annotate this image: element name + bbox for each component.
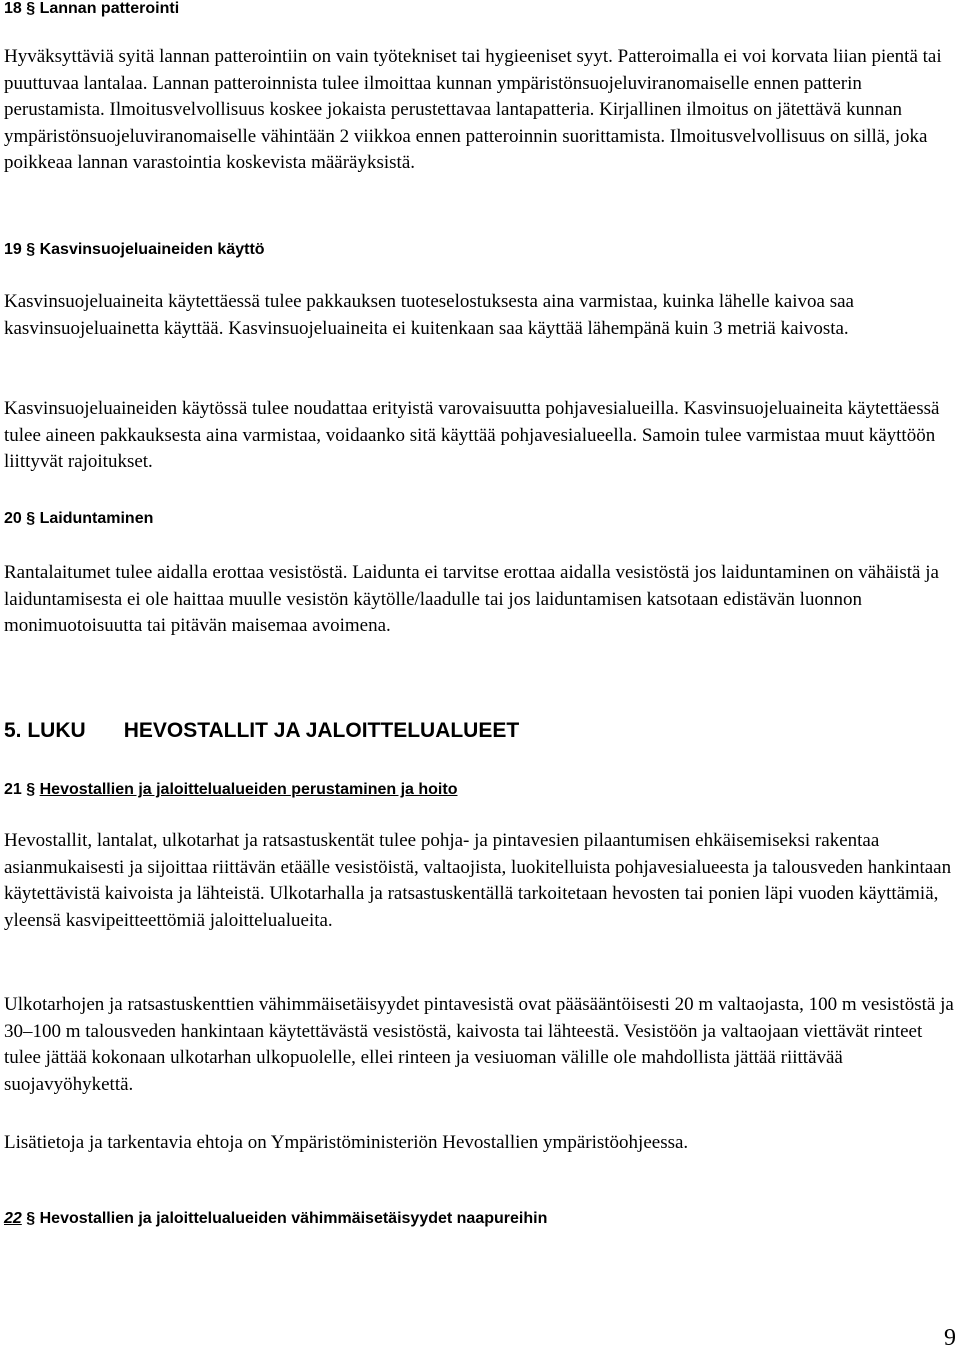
section-19-heading: 19 § Kasvinsuojeluaineiden käyttö xyxy=(4,241,265,258)
section-22-number: 22 xyxy=(4,1210,22,1227)
section-21-number: 21 xyxy=(4,781,22,798)
page-number: 9 xyxy=(944,1325,956,1351)
section-19-paragraph-1: Kasvinsuojeluaineita käytettäessä tulee pakkauksen tuoteselostuksesta aina varmistaa, kuinka lähelle kaivoa saa kasvinsuojeluainetta käyttää. Kasvinsuojeluaineita ei kuitenkaan saa käyttää lähempänä kuin 3 metriä kaivosta. xyxy=(4,291,854,339)
section-22-heading xyxy=(4,1210,547,1228)
section-20-heading: 20 § Laiduntaminen xyxy=(4,510,154,527)
section-21-title: Hevostallien ja jaloittelualueiden perustaminen ja hoito xyxy=(39,781,458,798)
section-21-sign: § xyxy=(26,781,36,798)
section-21-paragraph-2: Ulkotarhojen ja ratsastuskenttien vähimmäisetäisyydet pintavesistä ovat pääsääntöisesti 20 m valtaojasta, 100 m vesistöstä ja 30–100 m talousveden hankintaan käytettävästä vesistöstä, kaivosta tai lähteestä. Vesistöön ja valtaojaan viettävät rinteet tulee jättää kokonaan ulkotarhan ulkopuolelle, ellei rinteen ja vesiuoman välille ole mahdollista jättää riittävää suojavyöhykettä. xyxy=(4,994,954,1095)
section-18-heading: 18 § Lannan patterointi xyxy=(4,0,180,17)
section-22-title: Hevostallien ja jaloittelualueiden vähimmäisetäisyydet naapureihin xyxy=(39,1210,548,1227)
section-21-paragraph-3: Lisätietoja ja tarkentavia ehtoja on Ympäristöministeriön Hevostallien ympäristöohjeessa. xyxy=(4,1132,689,1153)
section-20-paragraph-1: Rantalaitumet tulee aidalla erottaa vesistöstä. Laidunta ei tarvitse erottaa aidalla vesistöstä jos laiduntaminen on vähäistä ja laiduntamisesta ei ole haittaa muulle vesistön käytölle/laadulle tai jos laiduntamisen katsotaan edistävän luonnon monimuotoisuutta tai pitävän maisemaa avoimena. xyxy=(4,562,939,636)
chapter-title: HEVOSTALLIT JA JALOITTELUALUEET xyxy=(123,719,520,742)
chapter-number: 5. LUKU xyxy=(4,719,86,742)
section-21-heading xyxy=(4,781,457,799)
section-18-paragraph-1: Hyväksyttäviä syitä lannan patterointiin on vain työtekniset tai hygieeniset syyt. Patteroimalla ei voi korvata liian pientä tai puuttuvaa lantalaa. Lannan patteroinnista tulee ilmoittaa kunnan ympäristönsuojeluviranomaiselle ennen patterin perustamista. Ilmoitusvelvollisuus koskee jokaista perustettavaa lantapatteria. Kirjallinen ilmoitus on jätettävä kunnan ympäristönsuojeluviranomaiselle vähintään 2 viikkoa ennen patteroinnin suorittamista. Ilmoitusvelvollisuus on sillä, joka poikkeaa lannan varastointia koskevista määräyksistä. xyxy=(4,46,942,173)
section-22-sign: § xyxy=(26,1210,36,1227)
chapter-heading xyxy=(4,719,519,743)
section-21-paragraph-1: Hevostallit, lantalat, ulkotarhat ja ratsastuskentät tulee pohja- ja pintavesien pilaantumisen ehkäisemiseksi rakentaa asianmukaisesti ja sijoittaa riittävän etäälle vesistöistä, valtaojista, luokitelluista pohjavesialueesta ja talousveden hankintaan käytettävistä kaivoista ja lähteistä. Ulkotarhalla ja ratsastuskentällä tarkoitetaan hevosten tai ponien läpi vuoden käyttämiä, yleensä kasvipeitteettömiä jaloittelualueita. xyxy=(4,830,952,931)
section-19-paragraph-2: Kasvinsuojeluaineiden käytössä tulee noudattaa erityistä varovaisuutta pohjavesialueilla. Kasvinsuojeluaineita käytettäessä tulee aineen pakkauksesta aina varmistaa, voidaanko sitä käyttää pohjavesialueella. Samoin tulee varmistaa muut käyttöön liittyvät rajoitukset. xyxy=(4,398,940,472)
